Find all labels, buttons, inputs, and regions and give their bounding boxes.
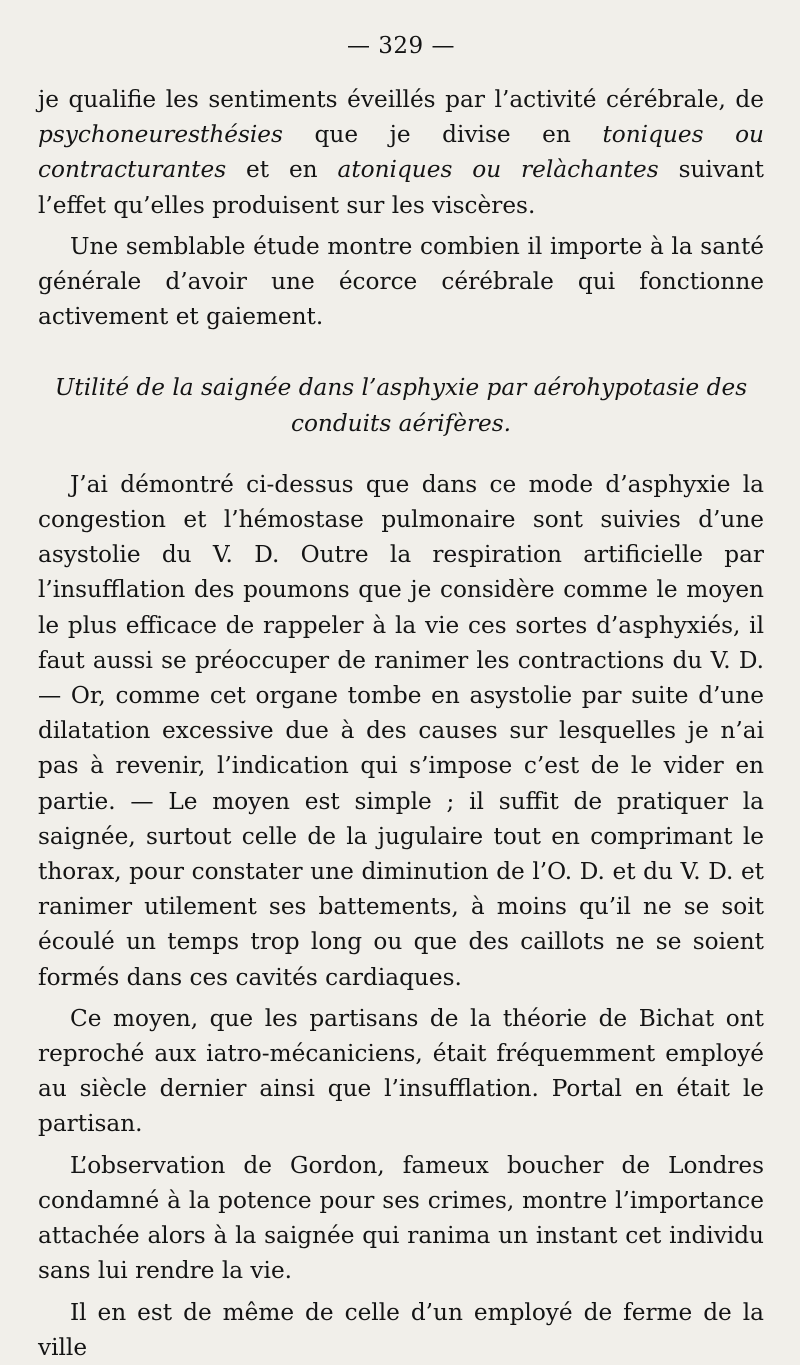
paragraph-psychoneuresthesies [38, 82, 764, 223]
paragraph-text: suivant l’effet qu’elles produisent sur les viscères. [38, 156, 764, 219]
paragraph-gordon: L’observation de Gordon, fameux boucher de Londres condamné à la potence pour ses crimes, montre l’importance attachée alors à la saignée qui ranima un instant cet individu sans lui rendre la vie. [38, 1151, 764, 1285]
paragraph-employe-ferme: Il en est de même de celle d’un employé de ferme de la ville [38, 1298, 764, 1361]
paragraph-ecorce-cerebrale: Une semblable étude montre combien il importe à la santé générale d’avoir une écorce cérébrale qui fonctionne activement et gaiement. [38, 232, 764, 331]
paragraph-text: et en [226, 156, 338, 184]
paragraph-bichat: Ce moyen, que les partisans de la théorie de Bichat ont reproché aux iatro-mécaniciens, était fréquemment employé au siècle dernier ainsi que l’insufflation. Portal en était le partisan. [38, 1004, 764, 1138]
page-number: — 329 — [346, 33, 456, 59]
italic-term: atoniques ou relàchantes [337, 156, 659, 184]
paragraph-text: je qualifie les sentiments éveillés par l’activité cérébrale, de [38, 86, 764, 113]
paragraph-asphyxie: J’ai démontré ci-dessus que dans ce mode d’asphyxie la congestion et l’hémostase pulmonaire sont suivies d’une asystolie du V. D. Outre la respiration artificielle par l’insufflation des poumons que je considère comme le moyen le plus efficace de rappeler à la vie ces sortes d’asphyxiés, il faut aussi se préoccuper de ranimer les contractions du V. D. — Or, comme cet organe tombe en asystolie par suite d’une dilatation excessive due à des causes sur lesquelles je n’ai pas à revenir, l’indication qui s’impose c’est de le vider en partie. — Le moyen est simple ; il suffit de pratiquer la saignée, surtout celle de la jugulaire tout en comprimant le thorax, pour constater une diminution de l’O. D. et du V. D. et ranimer utilement ses battements, à moins qu’il ne se soit écoulé un temps trop long ou que des caillots ne se soient formés dans ces cavités cardiaques. [38, 470, 764, 991]
paragraph-text: que je divise en [282, 121, 603, 149]
italic-term: toniques ou contracturantes [38, 121, 764, 184]
section-heading: Utilité de la saignée dans l’asphyxie par aérohypotasie des conduits aérifères. [54, 374, 748, 437]
italic-term: psychoneuresthésies [38, 121, 283, 149]
